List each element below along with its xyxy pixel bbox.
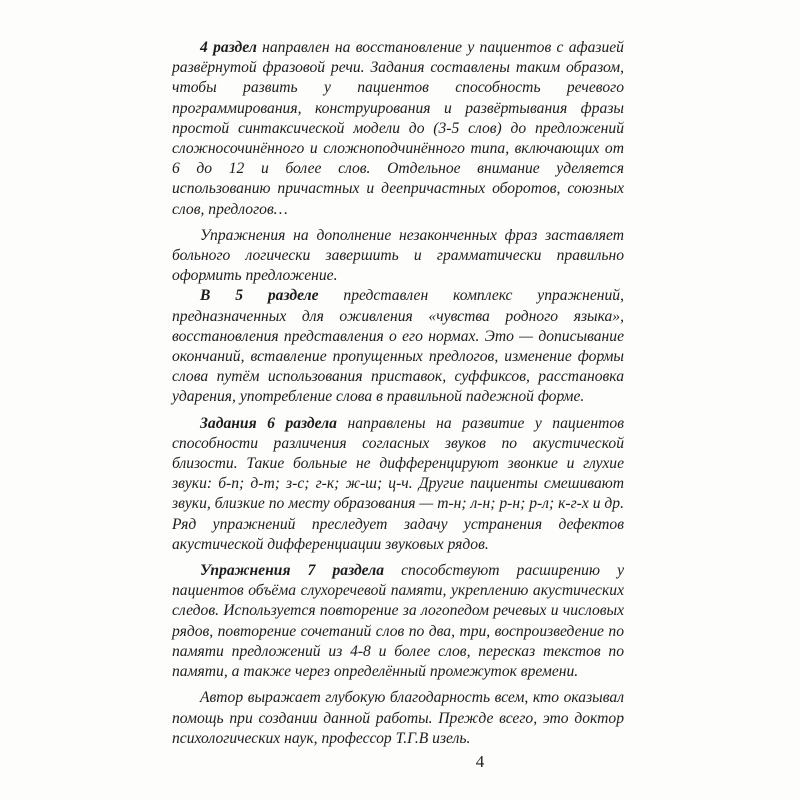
paragraph-body: направлен на восстановление у пациентов с афазией развёрнутой фразовой речи. Задания составлены таким образом, чтобы развить у пациентов способность речевого программирования, конструирования и развёртывания фразы простой синтаксической модели до (3-5 слов) до предложений сложносочинённого и сложноподчинённого типа, включающих от 6 до 12 и более слов. Отдельное внимание уделяется использованию причастных и деепричастных оборотов, союзных слов, предлогов… bbox=[172, 39, 624, 218]
paragraph-lead: Задания 6 раздела bbox=[200, 414, 337, 432]
paragraph-body: направлены на развитие у пациентов способности различения согласных звуков по акустической близости. Такие больные не дифференцируют звонкие и глухие звуки: б-п; д-т; з-с; г-к; ж-ш; ц-ч. Другие пациенты смешивают звуки, близкие по месту образования — т-н; л-н; р-н; р-л; к-г-х и др. Ряд упражнений преследует задачу устранения дефектов акустической дифференциации звуковых рядов. bbox=[172, 414, 624, 553]
paragraph-section-6 bbox=[172, 414, 624, 555]
paragraph-body: Автор выражает глубокую благодарность всем, кто оказывал помощь при создании данной работы. Прежде всего, это доктор психологических наук, профессор Т.Г.В изель. bbox=[172, 689, 624, 747]
paragraph-section-7 bbox=[172, 561, 624, 682]
paragraph-acknowledgement bbox=[172, 688, 624, 749]
paragraph-body: представлен комплекс упражнений, предназначенных для оживления «чувства родного языка», восстановления представления о его нормах. Это — дописывание окончаний, вставление пропущенных предлогов, изменение формы слова путём использования приставок, суффиксов, расстановка ударения, употребление слова в правильной падежной форме. bbox=[172, 287, 624, 406]
page-number: 4 bbox=[475, 752, 485, 771]
paragraph-exercises-completion bbox=[172, 226, 624, 287]
paragraph-body: способствуют расширению у пациентов объёма слухоречевой памяти, укреплению акустических следов. Используется повторение за логопедом речевых и числовых рядов, повторение сочетаний слов по два, три, воспроизведение по памяти предложений из 4-8 и более слов, пересказ текстов по памяти, а также через определённый промежуток времени. bbox=[172, 562, 625, 681]
paragraph-lead: В 5 разделе bbox=[200, 287, 319, 305]
page-text bbox=[172, 38, 624, 749]
paragraph-section-4 bbox=[172, 38, 624, 220]
paragraph-section-5 bbox=[172, 286, 624, 407]
paragraph-lead: 4 раздел bbox=[200, 39, 257, 56]
paragraph-body: Упражнения на дополнение незаконченных фраз заставляет больного логически завершить и грамматически правильно оформить предложение. bbox=[172, 226, 624, 285]
paragraph-lead: Упражнения 7 раздела bbox=[200, 562, 385, 580]
